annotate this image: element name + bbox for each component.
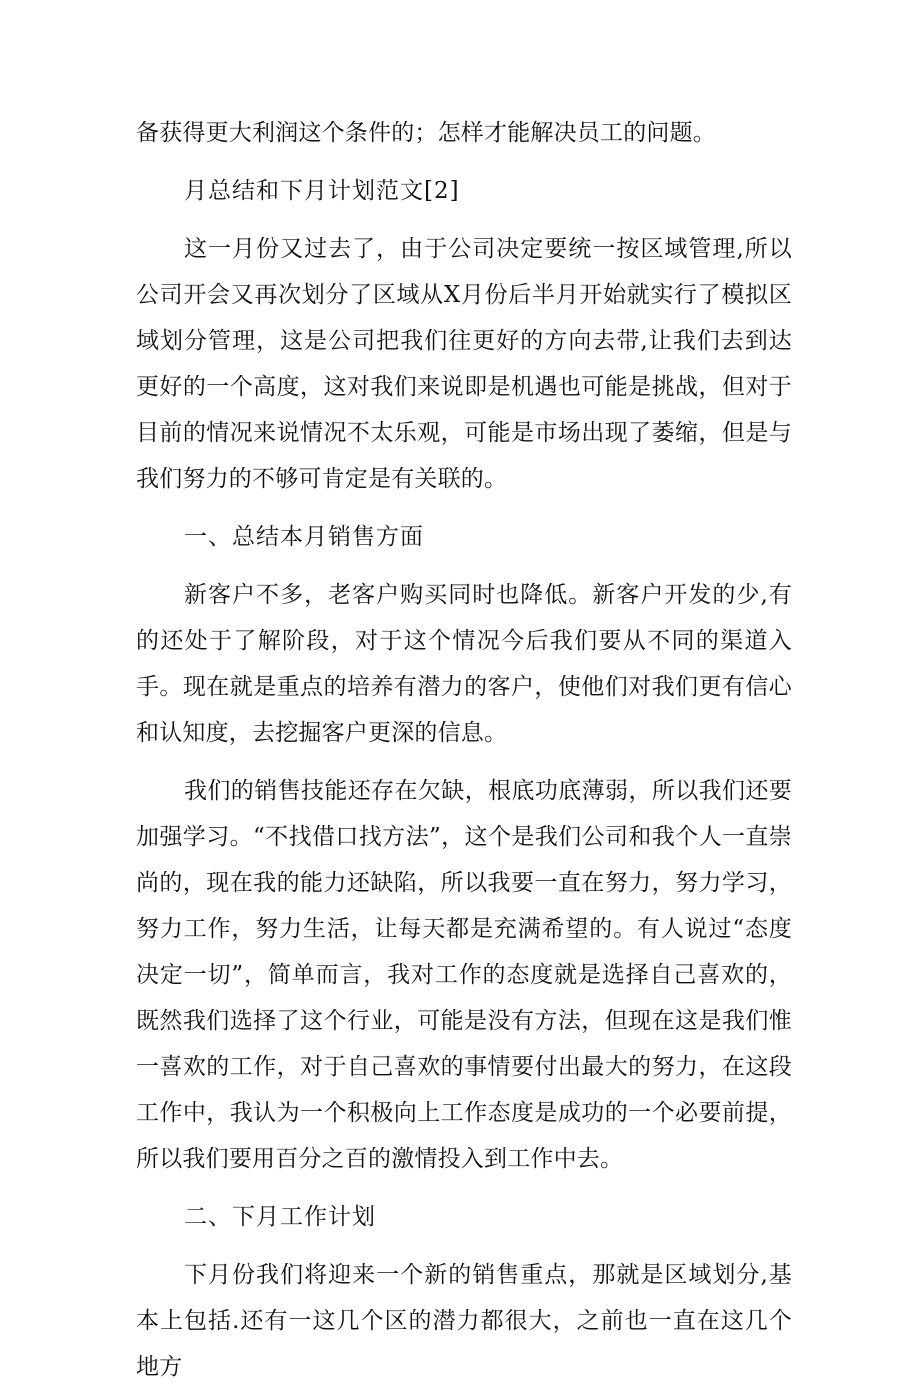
paragraph-new-customers: 新客户不多，老客户购买同时也降低。新客户开发的少,有的还处于了解阶段，对于这个情况今后我们要从不同的渠道入手。现在就是重点的培养有潜力的客户，使他们对我们更有信心和认知度，去挖掘客户更深的信息。 [136, 582, 792, 746]
paragraph-continued: 备获得更大利润这个条件的；怎样才能解决员工的问题。 [136, 120, 716, 146]
paragraph-intro: 这一月份又过去了，由于公司决定要统一按区域管理,所以公司开会又再次划分了区域从X月份后半月开始就实行了模拟区域划分管理，这是公司把我们往更好的方向去带,让我们去到达更好的一个高度，这对我们来说即是机遇也可能是挑战，但对于目前的情况来说情况不太乐观，可能是市场出现了萎缩，但是与我们努力的不够可肯定是有关联的。 [136, 236, 792, 492]
paragraph-next-month: 下月份我们将迎来一个新的销售重点，那就是区域划分,基本上包括.还有一这几个区的潜力都很大，之前也一直在这几个地方 [136, 1262, 792, 1380]
heading-sales-summary: 一、总结本月销售方面 [184, 524, 424, 550]
section-title: 月总结和下月计划范文[2] [184, 178, 460, 204]
heading-next-month-plan: 二、下月工作计划 [184, 1204, 376, 1230]
document-body [136, 110, 792, 1390]
paragraph-sales-skills: 我们的销售技能还存在欠缺，根底功底薄弱，所以我们还要加强学习。“不找借口找方法”，这个是我们公司和我个人一直崇尚的，现在我的能力还缺陷，所以我要一直在努力，努力学习，努力工作，努力生活，让每天都是充满希望的。有人说过“态度决定一切”，简单而言，我对工作的态度就是选择自己喜欢的，既然我们选择了这个行业，可能是没有方法，但现在这是我们惟一喜欢的工作，对于自己喜欢的事情要付出最大的努力，在这段工作中，我认为一个积极向上工作态度是成功的一个必要前提，所以我们要用百分之百的激情投入到工作中去。 [136, 778, 792, 1172]
